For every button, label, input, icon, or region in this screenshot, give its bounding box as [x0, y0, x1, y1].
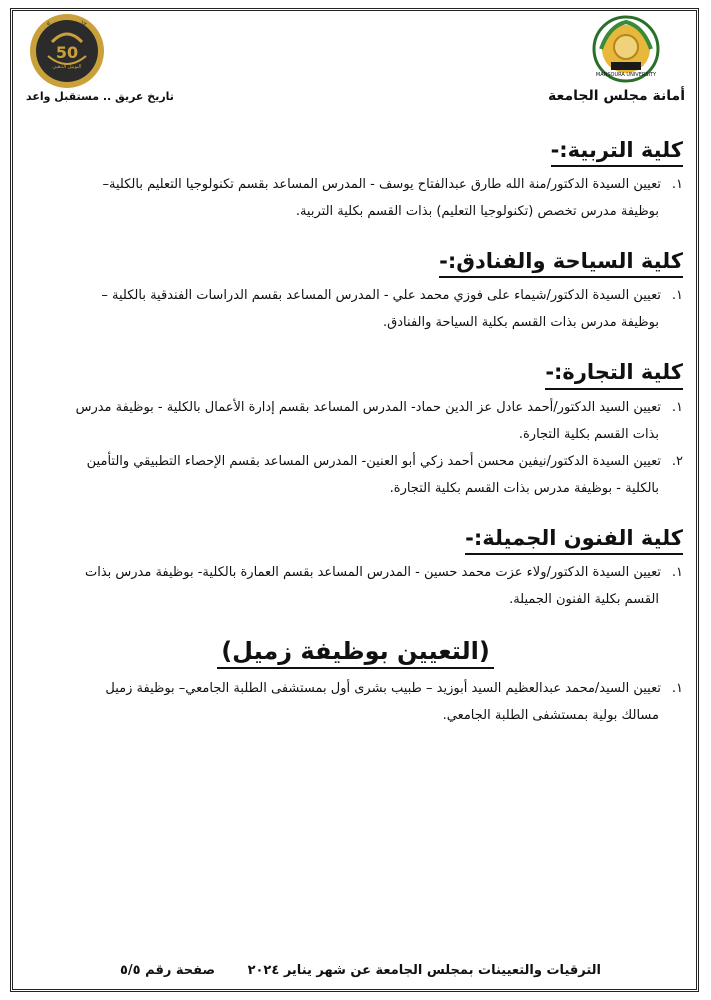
- item-line-continued: القسم بكلية الفنون الجميلة.: [509, 591, 659, 607]
- list-item: [28, 394, 683, 448]
- list-item: [28, 448, 683, 502]
- fellow-list: [28, 675, 683, 729]
- item-line-continued: بذات القسم بكلية التجارة.: [518, 426, 659, 442]
- item-line-continued: بوظيفة مدرس بذات القسم بكلية السياحة والفنادق.: [383, 315, 659, 331]
- section-title: كلية التربية:-: [551, 138, 683, 167]
- council-secretariat-label: أمانة مجلس الجامعة: [548, 88, 685, 104]
- section-title: كلية التجارة:-: [545, 360, 683, 389]
- footer-title: الترقيات والتعيينات بمجلس الجامعة عن شهر يناير ٢٠٢٤: [247, 963, 601, 978]
- page-number: صفحة رقم ٥/٥: [120, 963, 216, 978]
- jubilee-slogan: تاريخ عريق .. مستقبل واعد: [26, 90, 174, 103]
- item-number: ٢.: [671, 453, 683, 469]
- item-line: تعيين السيدة الدكتور/نيفين محسن أحمد زكي أبو العنين- المدرس المساعد بقسم الإحصاء التطبيقي والتأمين: [86, 453, 661, 469]
- section-commerce: [28, 360, 683, 501]
- item-number: ١.: [671, 288, 683, 304]
- section-fine-arts: [28, 526, 683, 613]
- logo-number: 50: [55, 43, 79, 62]
- item-line: تعيين السيد/محمد عبدالعظيم السيد أبوزيد – طبيب بشرى أول بمستشفى الطلبة الجامعي– بوظيفة زميل: [105, 680, 661, 696]
- item-line: تعيين السيدة الدكتور/شيماء على فوزي محمد علي - المدرس المساعد بقسم الدراسات الفندقية بالكلية –: [101, 288, 661, 304]
- item-line: تعيين السيدة الدكتور/منة الله طارق عبدالفتاح يوسف - المدرس المساعد بقسم تكنولوجيا التعليم بالكلية–: [102, 177, 661, 193]
- list-item: [28, 282, 683, 336]
- item-line: تعيين السيد الدكتور/أحمد عادل عز الدين حماد- المدرس المساعد بقسم إدارة الأعمال بالكلية - بوظيفة مدرس: [75, 399, 661, 415]
- item-line-continued: مسالك بولية بمستشفى الطلبة الجامعي.: [442, 707, 659, 723]
- logo-text: MANSOURA UNIVERSITY: [595, 72, 657, 78]
- document-body: [28, 138, 683, 729]
- logo-top-text: جامعة المنصورة: [47, 20, 87, 27]
- item-line: تعيين السيدة الدكتور/ولاء عزت محمد حسين - المدرس المساعد بقسم العمارة بالكلية- بوظيفة مدرس بذات: [84, 564, 661, 580]
- section-title: كلية السياحة والفنادق:-: [439, 249, 683, 278]
- item-number: ١.: [671, 564, 683, 580]
- jubilee-logo: [28, 12, 106, 90]
- fellow-title: (التعيين بوظيفة زميل): [217, 637, 494, 669]
- university-logo: [591, 14, 661, 84]
- list-item: [28, 559, 683, 613]
- item-line-continued: بوظيفة مدرس تخصص (تكنولوجيا التعليم) بذات القسم بكلية التربية.: [295, 204, 659, 220]
- list-item: [28, 675, 683, 729]
- page-footer: [120, 963, 601, 978]
- list-item: [28, 171, 683, 225]
- fellow-heading: [28, 637, 683, 665]
- logo-sub-text: اليوبيل الذهبي: [52, 64, 82, 70]
- section-title: كلية الفنون الجميلة:-: [465, 526, 683, 555]
- item-line-continued: بالكلية - بوظيفة مدرس بذات القسم بكلية التجارة.: [389, 480, 659, 496]
- section-tourism: [28, 249, 683, 336]
- item-number: ١.: [671, 680, 683, 696]
- item-number: ١.: [671, 177, 683, 193]
- item-number: ١.: [671, 399, 683, 415]
- section-education: [28, 138, 683, 225]
